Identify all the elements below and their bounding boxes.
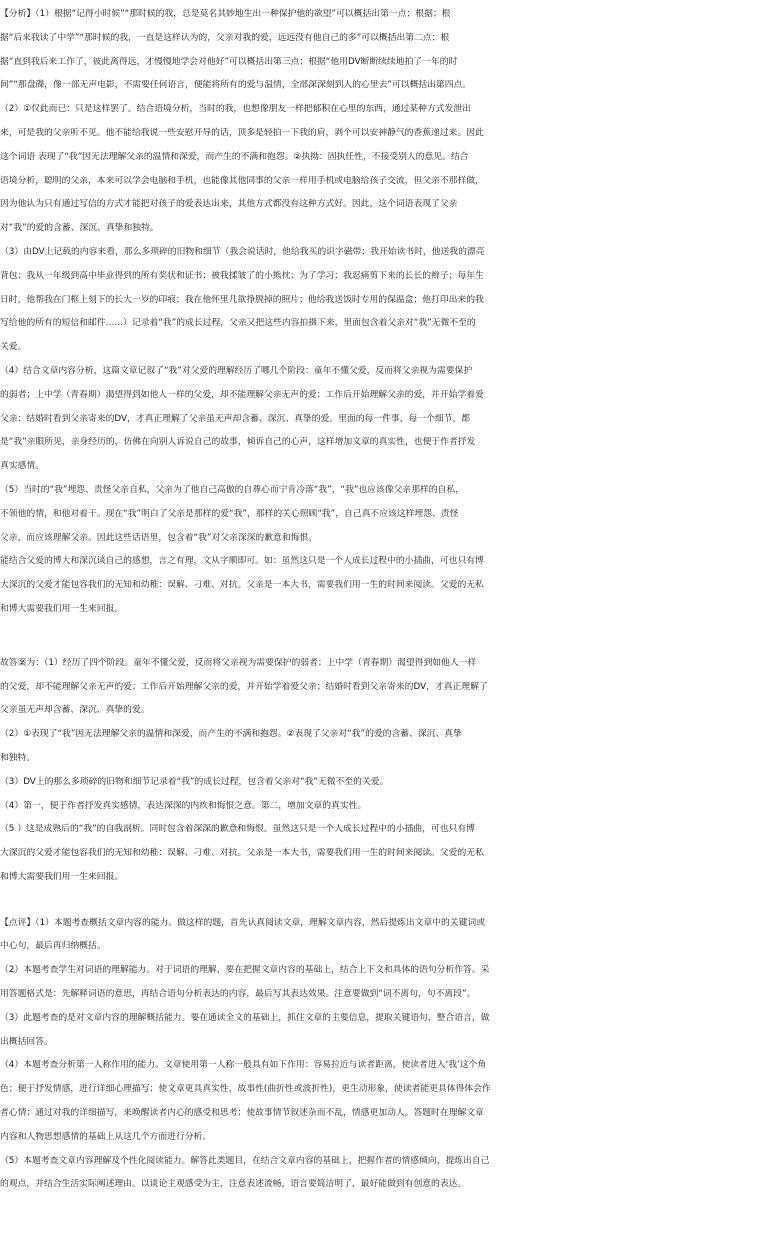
analysis-line: 父亲；结婚时看到父亲寄来的DV，才真正理解了父亲虽无声却含蓄、深沉、真挚的爱。里面的每一件事，每一个细节，都: [0, 413, 471, 424]
analysis-line: （5）当时的“我”埋怨、责怪父亲自私，父亲为了他自己高傲的自尊心而宁肯冷落“我”，“我”也应该像父亲那样的自私，: [0, 484, 464, 495]
comment-line: 【点评】（1）本题考查概括文章内容的能力。做这样的题，首先认真阅读文章，理解文章内容，然后提炼出文章中的关键词或: [0, 917, 486, 928]
comment-line: （2）本题考查学生对词语的理解能力。对于词语的理解，要在把握文章内容的基础上，结合上下文和具体的语句分析作答。采: [0, 965, 490, 976]
analysis-line: （2）①仅此而已：只是这样罢了。结合语境分析，当时的我，也想像朋友一样把郁积在心里的东西，通过某种方式发泄出: [0, 104, 471, 115]
comment-line: （3）此题考查的是对文章内容的理解概括能力。要在通读全文的基础上，抓住文章的主要信息，提取关键语句，整合语言，做: [0, 1012, 490, 1023]
analysis-line: 背包；我从一年级到高中毕业得到的所有奖状和证书；被我揉皱了的小熊枕；为了学习；我忍痛剪下来的长长的辫子；每年生: [0, 270, 484, 281]
analysis-line: 和博大需要我们用一生来回报。: [0, 603, 124, 614]
analysis-line: 不领他的情，和他对着干。现在“我”明白了父亲是那样的爱“我”，那样的关心照顾“我”，自己真不应该这样埋怨、责怪: [0, 508, 459, 519]
analysis-line: 是“我”亲眼所见，亲身经历的，仿佛在向别人诉说自己的故事，倾诉自己的心声，这样增加文章的真实性，也便于作者抒发: [0, 437, 476, 448]
analysis-line: 因为他认为只有通过写信的方式才能把对孩子的爱表达出来，其他方式都没有这种方式好。因此，这个词语表现了父亲: [0, 199, 458, 210]
analysis-section: [0, 3, 780, 622]
analysis-line: 据“直到我后来工作了，彼此离得远，才慢慢地学会对他好”可以概括出第三点；根据“他用DV断断续续地拍了一年的时: [0, 56, 458, 67]
answer-line: 父亲虽无声却含蓄、深沉、真挚的爱。: [0, 705, 150, 716]
comment-line: 色；便于抒发情感，进行详细心理描写；使文章更具真实性，故事性(曲折性或波折性)，更生动形象，使读者能更具体得体会作: [0, 1084, 491, 1095]
analysis-line: 真实感情。: [0, 461, 44, 472]
analysis-line: 据“后来我读了中学”“那时候的我，一直是这样认为的，父亲对我的爱，远远没有他自己的多”可以概括出第二点；根: [0, 32, 450, 43]
comment-line: （5）本题考查文章内容理解及个性化阅读能力。解答此类题目，在结合文章内容的基础上，把握作者的情感倾向，提炼出自己: [0, 1155, 490, 1166]
answer-section: [0, 652, 780, 890]
comment-line: 的观点，并结合生活实际阐述理由。以谈论主观感受为主，注意表述流畅，语言要简洁明了，最好能做到有创意的表达。: [0, 1179, 467, 1190]
comment-line: 中心句，最后再归纳概括。: [0, 941, 106, 952]
answer-line: 大深沉的父爱才能包容我们的无知和幼稚：误解、刁难、对抗。父亲是一本大书，需要我们用一生的时间来阅读。父爱的无私: [0, 848, 484, 859]
analysis-line: 来，可是我的父亲听不见。他不能给我说一些安慰开导的话，顶多是轻拍一下我的肩，剥个可以安神静气的香蕉递过来。因此: [0, 127, 484, 138]
analysis-line: 【分析】（1）根据“记得小时候”“那时候的我，总是莫名其妙地生出一种保护他的欲望”可以概括出第一点；根据；根: [0, 9, 451, 19]
answer-line: （4）第一，便于作者抒发真实感情，表达深深的内疚和悔恨之意。第二，增加文章的真实性。: [0, 800, 367, 811]
answer-line: 的父爱，却不能理解父亲无声的爱；工作后开始理解父亲的爱，并开始学着爱父亲；结婚时看到父亲寄来的DV，才真正理解了: [0, 681, 488, 692]
answer-line: （3）DV上的那么多琐碎的旧物和细节记录着“我”的成长过程，包含着父亲对“我”无微不至的关爱。: [0, 776, 389, 787]
comment-line: 出概括回答。: [0, 1036, 53, 1047]
analysis-line: 大深沉的父爱才能包容我们的无知和幼稚：误解、刁难、对抗。父亲是一本大书，需要我们用一生的时间来阅读。父爱的无私: [0, 580, 484, 591]
answer-line: （5 ）这是成熟后的“我”的自我剖析。同时包含着深深的歉意和悔恨。虽然这只是一个人成长过程中的小插曲，可也只有博: [0, 824, 475, 835]
section-gap: [0, 622, 780, 652]
section-gap: [0, 890, 780, 912]
analysis-line: （4）结合文章内容分析，这篇文章记叙了“我”对父爱的理解经历了哪几个阶段：童年不懂父爱，反而将父亲视为需要保护: [0, 365, 473, 376]
analysis-line: 这个词语 表现了“我”因无法理解父亲的温情和深爱，而产生的不满和抱怨。②执拗：固执任性，不接受别人的意见。结合: [0, 151, 469, 162]
analysis-line: 能结合父爱的博大和深沉谈自己的感想，言之有理，文从字顺即可。如：虽然这只是一个人成长过程中的小插曲，可也只有博: [0, 556, 484, 567]
comment-line: 者心情；通过对我的详细描写，来唤醒读者内心的感受和思考；使故事情节叙述杂而不乱，情感更加动人。答题时在理解文章: [0, 1108, 484, 1119]
answer-line: （2）①表现了“我”因无法理解父亲的温情和深爱，而产生的不满和抱怨。②表现了父亲对“我”的爱的含蓄、深沉、真挚: [0, 729, 462, 740]
analysis-line: 写给他的所有的短信和邮件……）记录着“我”的成长过程，父亲又把这些内容拍摄下来，里面包含着父亲对“我”无微不至的: [0, 318, 476, 329]
answer-line: 和独特。: [0, 752, 36, 763]
analysis-line: 父亲，而应该理解父亲。因此这些话语里，包含着“我”对父亲深深的歉意和悔恨。: [0, 532, 318, 543]
solution-document: [0, 3, 780, 1197]
analysis-line: 间”“那盘碟，像一部无声电影，不需要任何语言，便能将所有的爱与温情，全部深深刻到人的心里去”可以概括出第四点。: [0, 80, 472, 91]
comment-line: 用答题格式是：先解释词语的意思，再结合语句分析表达的内容，最后写其表达效果。注意要做到“词不离句，句不离段”。: [0, 989, 476, 1000]
comment-line: （4）本题考查分析第一人称作用的能力。文章使用第一人称一般具有如下作用：容易拉近与读者距离，使读者进入‘我’这个角: [0, 1060, 487, 1071]
answer-line: 和博大需要我们用一生来回报。: [0, 871, 124, 882]
analysis-line: 语境分析，聪明的父亲，本来可以学会电脑和手机，也能像其他同事的父亲一样用手机或电脑给孩子交流，但父亲不那样做，: [0, 175, 484, 186]
answer-line: 故答案为：（1）经历了四个阶段。童年不懂父爱，反而将父亲视为需要保护的弱者；上中学（青春期）渴望得到如他人一样: [0, 657, 477, 668]
analysis-line: （3）由DV上记载的内容来看，那么多琐碎的旧物和细节（我会说话时，他给我买的识字磁带；我开始读书时，他送我的漂亮: [0, 246, 485, 257]
analysis-line: 的弱者；上中学（青春期）渴望得到如他人一样的父爱，却不能理解父亲无声的爱；工作后开始理解父亲的爱，并开始学着爱: [0, 389, 484, 400]
comment-line: 内容和人物思想感情的基础上从这几个方面进行分析。: [0, 1131, 212, 1142]
analysis-line: 对“我”的爱的含蓄、深沉、真挚和独特。: [0, 223, 159, 234]
comment-section: [0, 912, 780, 1198]
analysis-line: 日时，他帮我在门框上刻下的长大一岁的印痕；我在他怀里几欲挣脱掉的照片；他给我送饭时专用的保温盒；他打印出来的我: [0, 294, 484, 305]
analysis-line: 关爱。: [0, 342, 27, 353]
